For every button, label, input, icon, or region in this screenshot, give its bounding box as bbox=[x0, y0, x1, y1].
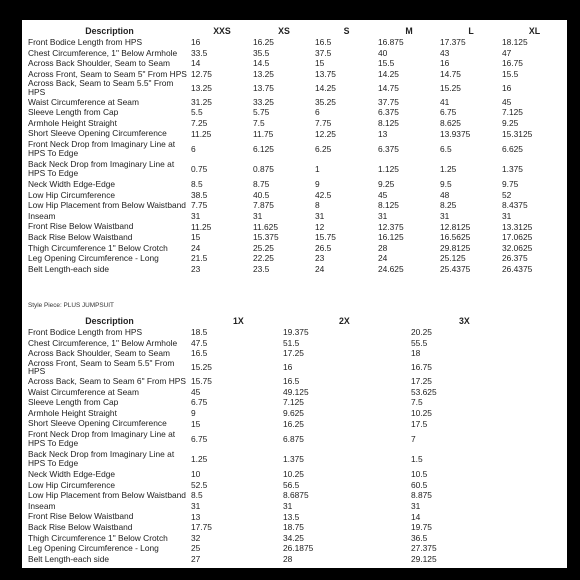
measurement-value: 8.5 bbox=[191, 490, 203, 501]
measurement-value: 6.75 bbox=[191, 433, 208, 444]
measurement-value: 8.6875 bbox=[283, 490, 309, 501]
measurement-value: 16.75 bbox=[502, 58, 523, 69]
measurement-value: 19.375 bbox=[283, 327, 309, 338]
measurement-value: 8.4375 bbox=[502, 200, 528, 211]
measurement-value: 7.5 bbox=[253, 118, 265, 129]
measurement-value: 14.5 bbox=[253, 58, 270, 69]
table-header-row bbox=[28, 314, 567, 327]
measurement-value: 6.375 bbox=[378, 143, 399, 154]
measurement-value: 26.1875 bbox=[283, 543, 314, 554]
measurement-value: 49.125 bbox=[283, 386, 309, 397]
table-row bbox=[28, 543, 567, 554]
size-chart-sheet bbox=[22, 20, 567, 568]
measurement-value: 31 bbox=[411, 501, 421, 512]
measurement-value: 32 bbox=[191, 532, 201, 543]
measurement-value: 16.25 bbox=[253, 37, 274, 48]
measurement-value: 15.25 bbox=[440, 82, 461, 93]
measurement-value: 25.125 bbox=[440, 253, 466, 264]
table-row bbox=[28, 190, 567, 201]
measurement-label: Across Back Shoulder, Seam to Seam bbox=[28, 348, 170, 359]
measurement-value: 27.375 bbox=[411, 543, 437, 554]
measurement-value: 1.375 bbox=[283, 453, 304, 464]
measurement-value: 10.5 bbox=[411, 469, 428, 480]
measurement-value: 1.125 bbox=[378, 163, 399, 174]
column-header-s: S bbox=[343, 25, 350, 36]
measurement-label: Low Hip Placement from Below Waistband bbox=[28, 490, 186, 501]
measurement-value: 16.875 bbox=[378, 37, 404, 48]
column-header-description: Description bbox=[85, 315, 134, 326]
table-row bbox=[28, 97, 567, 108]
measurement-value: 56.5 bbox=[283, 479, 300, 490]
measurement-value: 28 bbox=[283, 553, 293, 564]
table-row bbox=[28, 359, 567, 376]
size-chart-table-plus bbox=[28, 314, 567, 564]
measurement-value: 12.8125 bbox=[440, 221, 471, 232]
measurement-value: 24 bbox=[191, 242, 201, 253]
measurement-value: 7.125 bbox=[283, 397, 304, 408]
measurement-label: Chest Circumference, 1" Below Armhole bbox=[28, 337, 178, 348]
measurement-value: 42.5 bbox=[315, 189, 332, 200]
measurement-value: 47 bbox=[502, 47, 512, 58]
measurement-label: Sleeve Length from Cap bbox=[28, 397, 119, 408]
measurement-value: 33.25 bbox=[253, 96, 274, 107]
measurement-value: 14.75 bbox=[440, 69, 461, 80]
measurement-label: Low Hip Circumference bbox=[28, 479, 116, 490]
measurement-label: Short Sleeve Opening Circumference bbox=[28, 128, 167, 139]
measurement-label: Across Back, Seam to Seam 5.5" From HPS bbox=[28, 78, 174, 97]
measurement-value: 43 bbox=[440, 47, 450, 58]
measurement-value: 27 bbox=[191, 553, 201, 564]
measurement-value: 19.75 bbox=[411, 522, 432, 533]
measurement-value: 31 bbox=[315, 211, 325, 222]
measurement-value: 15.5 bbox=[502, 69, 519, 80]
measurement-value: 8.125 bbox=[378, 118, 399, 129]
measurement-label: Chest Circumference, 1" Below Armhole bbox=[28, 47, 178, 58]
measurement-value: 24 bbox=[315, 263, 325, 274]
table-row bbox=[28, 408, 567, 419]
column-header-l: L bbox=[468, 25, 474, 36]
table-row bbox=[28, 139, 567, 159]
measurement-value: 16 bbox=[191, 37, 201, 48]
table-row bbox=[28, 232, 567, 243]
table-row bbox=[28, 429, 567, 449]
measurement-value: 17.25 bbox=[411, 376, 432, 387]
measurement-label: Back Rise Below Waistband bbox=[28, 231, 133, 242]
measurement-value: 23 bbox=[191, 263, 201, 274]
measurement-value: 31 bbox=[378, 211, 388, 222]
measurement-value: 31 bbox=[440, 211, 450, 222]
measurement-value: 8.5 bbox=[191, 179, 203, 190]
measurement-label: Leg Opening Circumference - Long bbox=[28, 543, 159, 554]
measurement-value: 13.75 bbox=[315, 69, 336, 80]
measurement-value: 40.5 bbox=[253, 189, 270, 200]
column-header-xxs: XXS bbox=[213, 25, 231, 36]
measurement-value: 25 bbox=[191, 543, 201, 554]
measurement-value: 26.375 bbox=[502, 253, 528, 264]
measurement-value: 12.375 bbox=[378, 221, 404, 232]
measurement-value: 13 bbox=[191, 511, 201, 522]
measurement-value: 25.25 bbox=[253, 242, 274, 253]
measurement-label: Inseam bbox=[28, 210, 56, 221]
measurement-label: Sleeve Length from Cap bbox=[28, 107, 119, 118]
table-row bbox=[28, 376, 567, 387]
measurement-label: Armhole Height Straight bbox=[28, 407, 117, 418]
measurement-value: 8.625 bbox=[440, 118, 461, 129]
measurement-label: Belt Length-each side bbox=[28, 263, 110, 274]
measurement-label: Thigh Circumference 1" Below Crotch bbox=[28, 242, 168, 253]
measurement-value: 12 bbox=[315, 221, 325, 232]
measurement-value: 15 bbox=[315, 58, 325, 69]
measurement-value: 32.0625 bbox=[502, 242, 533, 253]
measurement-label: Across Front, Seam to Seam 5.5" From HPS bbox=[28, 357, 175, 377]
measurement-value: 31.25 bbox=[191, 96, 212, 107]
measurement-value: 47.5 bbox=[191, 337, 208, 348]
measurement-label: Waist Circumference at Seam bbox=[28, 96, 139, 107]
measurement-value: 15.25 bbox=[191, 362, 212, 373]
measurement-value: 11.25 bbox=[191, 221, 212, 232]
measurement-value: 7.5 bbox=[411, 397, 423, 408]
style-piece-note: Style Piece: PLUS JUMPSUIT bbox=[28, 302, 114, 309]
column-header-2x: 2X bbox=[339, 315, 350, 326]
measurement-value: 9.25 bbox=[378, 179, 395, 190]
measurement-value: 15.375 bbox=[253, 232, 279, 243]
measurement-value: 17.0625 bbox=[502, 232, 533, 243]
table-row bbox=[28, 533, 567, 544]
measurement-value: 11.75 bbox=[253, 128, 274, 139]
measurement-value: 23.5 bbox=[253, 263, 270, 274]
table-row bbox=[28, 58, 567, 69]
measurement-label: Across Front, Seam to Seam 5" From HPS bbox=[28, 68, 187, 79]
measurement-value: 9 bbox=[191, 408, 196, 419]
column-header-m: M bbox=[405, 25, 413, 36]
measurement-label: Thigh Circumference 1" Below Crotch bbox=[28, 532, 168, 543]
measurement-value: 22.25 bbox=[253, 253, 274, 264]
measurement-value: 13.3125 bbox=[502, 221, 533, 232]
measurement-value: 5.5 bbox=[191, 107, 203, 118]
table-row bbox=[28, 511, 567, 522]
table-row bbox=[28, 480, 567, 491]
table-row bbox=[28, 501, 567, 512]
measurement-value: 24 bbox=[378, 253, 388, 264]
measurement-label: Armhole Height Straight bbox=[28, 117, 117, 128]
measurement-value: 8.875 bbox=[411, 490, 432, 501]
measurement-label: Front Rise Below Waistband bbox=[28, 221, 134, 232]
measurement-value: 18.125 bbox=[502, 37, 528, 48]
measurement-value: 16.25 bbox=[283, 418, 304, 429]
measurement-value: 15 bbox=[191, 418, 201, 429]
measurement-value: 16.5 bbox=[191, 348, 208, 359]
column-header-xl: XL bbox=[528, 25, 541, 36]
measurement-label: Front Rise Below Waistband bbox=[28, 511, 134, 522]
measurement-value: 7.125 bbox=[502, 107, 523, 118]
measurement-value: 1.25 bbox=[191, 453, 208, 464]
table-row bbox=[28, 338, 567, 349]
measurement-value: 45 bbox=[378, 189, 388, 200]
measurement-value: 16.5 bbox=[283, 376, 300, 387]
column-header-description: Description bbox=[85, 25, 134, 36]
measurement-value: 29.8125 bbox=[440, 242, 471, 253]
measurement-value: 15.3125 bbox=[502, 128, 533, 139]
measurement-value: 6.5 bbox=[440, 143, 452, 154]
measurement-value: 14.25 bbox=[378, 69, 399, 80]
measurement-value: 28 bbox=[378, 242, 388, 253]
measurement-value: 14 bbox=[411, 511, 421, 522]
measurement-value: 24.625 bbox=[378, 263, 404, 274]
measurement-value: 25.4375 bbox=[440, 263, 471, 274]
table-row bbox=[28, 118, 567, 129]
measurement-value: 6.125 bbox=[253, 143, 274, 154]
measurement-value: 13.5 bbox=[283, 511, 300, 522]
measurement-value: 60.5 bbox=[411, 479, 428, 490]
measurement-value: 9.75 bbox=[502, 179, 519, 190]
measurement-value: 17.75 bbox=[191, 522, 212, 533]
measurement-value: 51.5 bbox=[283, 337, 300, 348]
table-row bbox=[28, 107, 567, 118]
measurement-value: 38.5 bbox=[191, 189, 208, 200]
measurement-value: 14.25 bbox=[315, 82, 336, 93]
measurement-value: 5.75 bbox=[253, 107, 270, 118]
measurement-value: 9.5 bbox=[440, 179, 452, 190]
table-row bbox=[28, 253, 567, 264]
measurement-label: Neck Width Edge-Edge bbox=[28, 468, 116, 479]
measurement-value: 13 bbox=[378, 128, 388, 139]
table-row bbox=[28, 221, 567, 232]
measurement-value: 13.25 bbox=[253, 69, 274, 80]
measurement-label: Neck Width Edge-Edge bbox=[28, 178, 116, 189]
table-row bbox=[28, 418, 567, 429]
measurement-label: Front Neck Drop from Imaginary Line at HPS To Edge bbox=[28, 139, 176, 158]
column-header-xs: XS bbox=[278, 25, 290, 36]
measurement-value: 13.75 bbox=[253, 82, 274, 93]
measurement-value: 31 bbox=[191, 501, 201, 512]
measurement-value: 8.125 bbox=[378, 200, 399, 211]
table-row bbox=[28, 243, 567, 254]
measurement-label: Across Back Shoulder, Seam to Seam bbox=[28, 58, 170, 69]
measurement-value: 6.75 bbox=[191, 397, 208, 408]
measurement-value: 12.25 bbox=[315, 128, 336, 139]
measurement-value: 20.25 bbox=[411, 327, 432, 338]
measurement-value: 35.25 bbox=[315, 96, 336, 107]
measurement-value: 6.75 bbox=[440, 107, 457, 118]
table-row bbox=[28, 387, 567, 398]
measurement-value: 18.5 bbox=[191, 327, 208, 338]
measurement-value: 41 bbox=[440, 96, 450, 107]
measurement-value: 15.5 bbox=[378, 58, 395, 69]
measurement-label: Short Sleeve Opening Circumference bbox=[28, 418, 167, 429]
measurement-value: 37.75 bbox=[378, 96, 399, 107]
measurement-value: 6 bbox=[315, 107, 320, 118]
measurement-value: 9.25 bbox=[502, 118, 519, 129]
measurement-value: 10.25 bbox=[411, 408, 432, 419]
table-row bbox=[28, 179, 567, 190]
table-row bbox=[28, 397, 567, 408]
measurement-value: 7 bbox=[411, 433, 416, 444]
measurement-label: Front Bodice Length from HPS bbox=[28, 37, 143, 47]
table-row bbox=[28, 554, 567, 565]
measurement-value: 16.75 bbox=[411, 362, 432, 373]
table-row bbox=[28, 522, 567, 533]
measurement-value: 55.5 bbox=[411, 337, 428, 348]
size-chart-table-regular bbox=[28, 24, 567, 274]
measurement-value: 23 bbox=[315, 253, 325, 264]
measurement-value: 0.875 bbox=[253, 163, 274, 174]
table-row bbox=[28, 159, 567, 179]
measurement-value: 1.375 bbox=[502, 163, 523, 174]
measurement-value: 17.5 bbox=[411, 418, 428, 429]
measurement-value: 1.25 bbox=[440, 163, 457, 174]
measurement-value: 6.625 bbox=[502, 143, 523, 154]
measurement-value: 7.875 bbox=[253, 200, 274, 211]
measurement-value: 8 bbox=[315, 200, 320, 211]
measurement-label: Back Neck Drop from Imaginary Line at HPS To Edge bbox=[28, 159, 175, 178]
measurement-value: 11.25 bbox=[191, 128, 212, 139]
measurement-value: 6 bbox=[191, 143, 196, 154]
measurement-value: 7.25 bbox=[191, 118, 208, 129]
measurement-value: 26.5 bbox=[315, 242, 332, 253]
measurement-label: Front Neck Drop from Imaginary Line at HPS To Edge bbox=[28, 429, 176, 448]
measurement-value: 15.75 bbox=[315, 232, 336, 243]
measurement-value: 9 bbox=[315, 179, 320, 190]
column-header-1x: 1X bbox=[233, 315, 244, 326]
measurement-value: 16 bbox=[440, 58, 450, 69]
measurement-value: 17.25 bbox=[283, 348, 304, 359]
measurement-label: Low Hip Circumference bbox=[28, 189, 116, 200]
measurement-value: 13.9375 bbox=[440, 128, 471, 139]
table-row bbox=[28, 79, 567, 96]
measurement-value: 31 bbox=[502, 211, 512, 222]
measurement-value: 35.5 bbox=[253, 47, 270, 58]
measurement-label: Back Neck Drop from Imaginary Line at HPS To Edge bbox=[28, 449, 175, 468]
measurement-value: 21.5 bbox=[191, 253, 208, 264]
measurement-value: 8.25 bbox=[440, 200, 457, 211]
measurement-label: Low Hip Placement from Below Waistband bbox=[28, 200, 186, 211]
table-row bbox=[28, 449, 567, 469]
measurement-value: 33.5 bbox=[191, 47, 208, 58]
measurement-value: 12.75 bbox=[191, 69, 212, 80]
measurement-value: 9.625 bbox=[283, 408, 304, 419]
table-row bbox=[28, 128, 567, 139]
measurement-value: 45 bbox=[502, 96, 512, 107]
measurement-value: 40 bbox=[378, 47, 388, 58]
measurement-value: 31 bbox=[191, 211, 201, 222]
measurement-value: 11.625 bbox=[253, 221, 278, 232]
measurement-value: 7.75 bbox=[315, 118, 332, 129]
measurement-value: 29.125 bbox=[411, 553, 437, 564]
measurement-value: 16 bbox=[283, 362, 293, 373]
table-row bbox=[28, 490, 567, 501]
measurement-value: 31 bbox=[253, 211, 263, 222]
table-header-row bbox=[28, 24, 567, 37]
measurement-value: 1 bbox=[315, 163, 320, 174]
measurement-value: 13.25 bbox=[191, 82, 212, 93]
table-row bbox=[28, 37, 567, 48]
measurement-value: 14 bbox=[191, 58, 201, 69]
measurement-value: 10 bbox=[191, 469, 201, 480]
measurement-value: 16 bbox=[502, 82, 512, 93]
table-row bbox=[28, 48, 567, 59]
measurement-value: 15.75 bbox=[191, 376, 212, 387]
measurement-value: 16.5 bbox=[315, 37, 332, 48]
measurement-label: Leg Opening Circumference - Long bbox=[28, 253, 159, 264]
measurement-value: 6.25 bbox=[315, 143, 332, 154]
measurement-value: 52 bbox=[502, 189, 512, 200]
table-row bbox=[28, 211, 567, 222]
measurement-value: 53.625 bbox=[411, 386, 437, 397]
measurement-value: 18.75 bbox=[283, 522, 304, 533]
measurement-value: 15 bbox=[191, 232, 201, 243]
table-row bbox=[28, 469, 567, 480]
measurement-value: 14.75 bbox=[378, 82, 399, 93]
measurement-value: 16.5625 bbox=[440, 232, 471, 243]
measurement-value: 37.5 bbox=[315, 47, 332, 58]
table-row bbox=[28, 200, 567, 211]
measurement-value: 16.125 bbox=[378, 232, 404, 243]
measurement-value: 10.25 bbox=[283, 469, 304, 480]
measurement-value: 17.375 bbox=[440, 37, 466, 48]
measurement-value: 36.5 bbox=[411, 532, 428, 543]
measurement-label: Waist Circumference at Seam bbox=[28, 386, 139, 397]
measurement-value: 7.75 bbox=[191, 200, 208, 211]
measurement-value: 8.75 bbox=[253, 179, 270, 190]
measurement-value: 48 bbox=[440, 189, 450, 200]
measurement-label: Back Rise Below Waistband bbox=[28, 521, 133, 532]
measurement-value: 0.75 bbox=[191, 163, 208, 174]
measurement-value: 52.5 bbox=[191, 479, 208, 490]
measurement-value: 31 bbox=[283, 501, 293, 512]
column-header-3x: 3X bbox=[459, 315, 470, 326]
measurement-value: 6.875 bbox=[283, 433, 304, 444]
measurement-label: Across Back, Seam to Seam 6" From HPS bbox=[28, 375, 186, 386]
measurement-value: 6.375 bbox=[378, 107, 399, 118]
measurement-value: 18 bbox=[411, 348, 421, 359]
measurement-value: 34.25 bbox=[283, 532, 304, 543]
measurement-value: 26.4375 bbox=[502, 263, 533, 274]
measurement-value: 45 bbox=[191, 386, 201, 397]
measurement-label: Front Bodice Length from HPS bbox=[28, 327, 143, 337]
measurement-label: Belt Length-each side bbox=[28, 553, 110, 564]
measurement-value: 1.5 bbox=[411, 453, 423, 464]
measurement-label: Inseam bbox=[28, 500, 56, 511]
table-row bbox=[28, 264, 567, 275]
table-row bbox=[28, 327, 567, 338]
